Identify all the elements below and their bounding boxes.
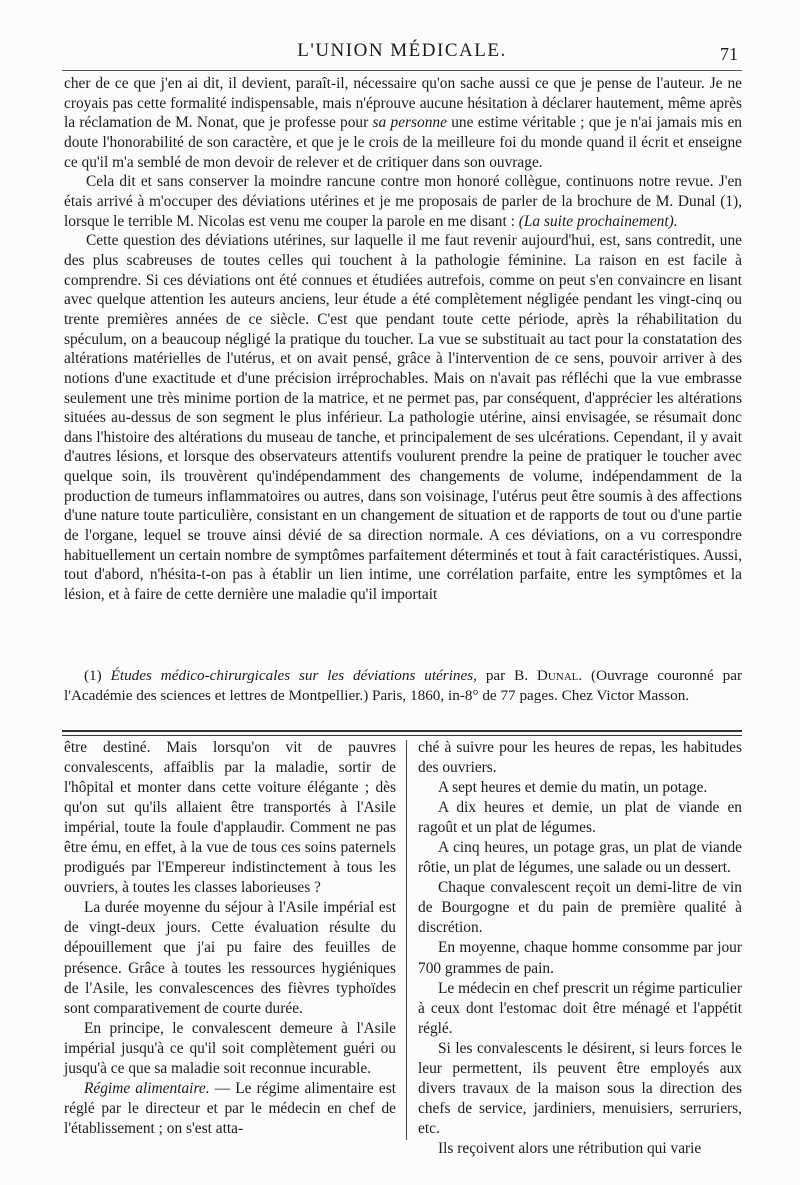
footnote-author: Dunal. (536, 667, 583, 684)
text-run: une estime véritable ; que je n'ai jamais mis en doute l'honorabilité de son caractère, et que je le crois de la meilleure foi du monde quand il écrit et enseigne ce qu'il m'a semblé de mon devoir de relever et de critiquer dans son ouvrage. (64, 114, 743, 171)
paragraph: En principe, le convalescent demeure à l'Asile impérial jusqu'à ce qu'il soit complètement guéri ou jusqu'à ce que sa maladie soit reconnue incurable. (64, 1019, 396, 1077)
paragraph: ché à suivre pour les heures de repas, les habitudes des ouvriers. (418, 739, 742, 777)
left-column (64, 738, 396, 1139)
page-number: 71 (720, 44, 738, 64)
footnote-text (64, 666, 742, 705)
text-run: cher de ce que j'en ai dit, il devient, paraît-il, nécessaire qu'on sache aussi ce que je pense de l'auteur. Je ne croyais pas cette formalité indispensable, mais n'éprouve aucune hésitation à déclarer hautement, même après la réclamation de M. Nonat, que je professe pour (64, 75, 742, 132)
paragraph: En moyenne, chaque homme consomme par jour 700 grammes de pain. (418, 939, 742, 977)
footnote-marker: (1) (84, 667, 102, 684)
text-run: — Le régime alimentaire est réglé par le directeur et par le médecin en chef de l'établissement ; on s'est atta- (64, 1079, 396, 1137)
page-header (62, 38, 742, 68)
text-run: Cette question des déviations utérines, sur laquelle il me faut revenir aujourd'hui, est, sans contredit, une des plus scabreuses de toutes celles qui touchent à la pathologie féminine. La raison en est facile à comprendre. Si ces déviations ont été connues et étudiées autrefois, comme on peut s'en convaincre en lisant avec quelque attention les auteurs anciens, leur étude a été complètement négligée pendant les vingt-cinq ou trente premières années de ce siècle. C'est que pendant toute cette période, après la réhabilitation du spéculum, on a beaucoup négligé la pratique du toucher. La vue se substituait au tact pour la constatation des altérations matérielles de l'utérus, et on avait pensé, grâce à l'intervention de ce sens, pouvoir arriver à des notions d'une exactitude et d'une précision irréprochables. Mais on n'avait pas réfléchi que la vue embrasse seulement une très minime portion de la matrice, et ne permet pas, par conséquent, d'apprécier les altérations situées au-dessus de son segment le plus inférieur. La pathologie utérine, ainsi envisagée, se résumait donc dans l'histoire des altérations du museau de tanche, et principalement de ses ulcérations. Cependant, il y avait d'autres lésions, et lorsque des observateurs attentifs voulurent prendre la peine de pratiquer le toucher avec quelque soin, ils trouvèrent qu'indépendamment des changements de volume, indépendamment de la production de tumeurs inflammatoires ou autres, dans son voisinage, l'utérus peut être soumis à des affections d'une nature toute particulière, consistant en un changement de situation et de rapports de tout ou d'une partie de l'organe, lequel se trouve ainsi dévié de sa direction normale. A ces déviations, on a vu correspondre habituellement un certain nombre de symptômes parfaitement déterminés et tout à fait caractéristiques. Aussi, tout d'abord, n'hésita-t-on pas à établir un lien intime, une corrélation parfaite, entre les symptômes et la lésion, et à faire de cette dernière une maladie qu'il importait (64, 232, 742, 604)
running-title: L'UNION MÉDICALE. (297, 40, 507, 61)
main-article (64, 74, 742, 605)
right-column (418, 738, 742, 1159)
paragraph: La durée moyenne du séjour à l'Asile impérial est de vingt-deux jours. Cette évaluation résulte du dépouillement que j'ai pu faire des feuilles de présence. Grâce à toutes les ressources hygiéniques de l'Asile, les convalescences des fièvres typhoïdes sont comparativement de courte durée. (64, 899, 396, 1017)
paragraph: Chaque convalescent reçoit un demi-litre de vin de Bourgogne et du pain de première qualité à discrétion. (418, 879, 742, 937)
section-divider-bottom (62, 735, 742, 736)
paragraph: Si les convalescents le désirent, si leurs forces le leur permettent, ils peuvent être employés aux divers travaux de la maison sous la direction des chefs de service, jardiniers, menuisiers, serruriers, etc. (418, 1039, 742, 1137)
paragraph (64, 1079, 396, 1139)
paragraph: être destiné. Mais lorsqu'on vit de pauvres convalescents, affaiblis par la maladie, sortir de l'hôpital et monter dans cette voiture élégante ; dès qu'on sut qu'ils allaient être transportés à l'Asile impérial, toute la foule d'applaudir. Comment ne pas être ému, en effet, à la vue de tous ces soins paternels prodigués par l'Empereur indistinctement à tous les ouvriers, à toutes les classes laborieuses ? (64, 739, 396, 897)
section-heading: Régime alimentaire. (84, 1079, 210, 1097)
paragraph: A cinq heures, un potage gras, un plat de viande rôtie, un plat de légumes, une salade ou un dessert. (418, 839, 742, 877)
text-run: Cela dit et sans conserver la moindre rancune contre mon honoré collègue, continuons notre revue. J'en étais arrivé à m'occuper des déviations utérines et je me proposais de parler de la brochure de M. Dunal (1), lorsque le terrible M. Nicolas est venu me couper la parole en me disant : (64, 173, 742, 230)
header-rule (62, 70, 742, 71)
text-run: , par B. (473, 667, 528, 684)
paragraph: Ils reçoivent alors une rétribution qui varie (438, 1139, 702, 1157)
footnote (64, 666, 742, 705)
section-divider-top (62, 730, 742, 732)
paragraph: A dix heures et demie, un plat de viande en ragoût et un plat de légumes. (418, 799, 742, 837)
paragraph (64, 74, 742, 172)
paragraph (64, 172, 742, 231)
column-divider (406, 740, 407, 1140)
text-run: (Ouvrage couronné par l'Académie des sciences et lettres de Montpellier.) Paris, 1860, in-8° de 77 pages. Chez Victor Masson. (64, 667, 743, 704)
paragraph: Le médecin en chef prescrit un régime particulier à ceux dont l'estomac doit être ménagé et l'appétit réglé. (418, 979, 742, 1037)
paragraph: A sept heures et demie du matin, un potage. (438, 779, 708, 797)
footnote-title: Études médico-chirurgicales sur les déviations utérines (110, 667, 474, 684)
paragraph (64, 231, 742, 604)
emphasis-text: sa personne (372, 114, 447, 132)
emphasis-text: (La suite prochainement). (518, 212, 678, 230)
